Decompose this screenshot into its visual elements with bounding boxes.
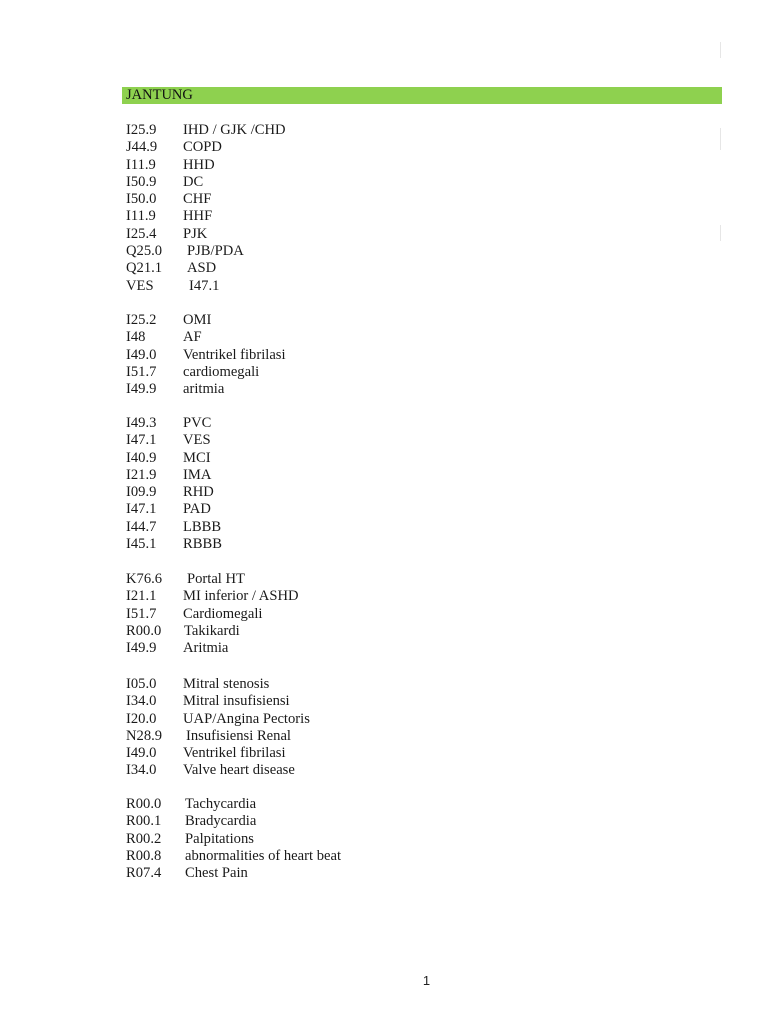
- icd-code: I49.9: [126, 381, 157, 398]
- icd-code: I11.9: [126, 156, 156, 173]
- icd-code: I25.2: [126, 312, 157, 328]
- icd-code: I20.0: [126, 710, 157, 727]
- icd-code: I40.9: [126, 449, 157, 466]
- diagnosis-label: IHD / GJK /CHD: [183, 122, 286, 138]
- diagnosis-label: Ventrikel fibrilasi: [183, 346, 286, 363]
- diagnosis-label: Chest Pain: [185, 865, 248, 882]
- icd-code: I34.0: [126, 693, 157, 710]
- diagnosis-label: ASD: [187, 260, 217, 277]
- icd-code: I21.1: [126, 588, 157, 605]
- icd-code: I09.9: [126, 484, 157, 501]
- diagnosis-label: MI inferior / ASHD: [183, 588, 299, 605]
- diagnosis-label: RBBB: [183, 536, 222, 553]
- section-header: JANTUNG: [122, 87, 722, 104]
- icd-code: I34.0: [126, 762, 157, 779]
- icd-code: I49.9: [126, 640, 157, 657]
- diagnosis-label: AF: [183, 329, 202, 346]
- diagnosis-label: PJK: [183, 225, 208, 242]
- diagnosis-label: VES: [183, 432, 211, 449]
- diagnosis-label: Portal HT: [187, 571, 245, 587]
- diagnosis-label: Takikardi: [184, 622, 240, 639]
- icd-code: I47.1: [126, 501, 157, 518]
- icd-code: I47.1: [126, 432, 157, 449]
- icd-code: I25.9: [126, 122, 157, 138]
- page-number: 1: [422, 973, 431, 988]
- icd-code: J44.9: [126, 139, 158, 156]
- icd-code: I50.0: [126, 191, 157, 208]
- icd-code: K76.6: [126, 571, 163, 587]
- diagnosis-label: UAP/Angina Pectoris: [183, 710, 310, 727]
- icd-code: I50.9: [126, 173, 157, 190]
- icd-code: R07.4: [126, 865, 162, 882]
- page-edge-mark: [720, 42, 721, 58]
- diagnosis-label: IMA: [183, 466, 212, 483]
- icd-code: Q21.1: [126, 260, 163, 277]
- icd-code: N28.9: [126, 727, 163, 744]
- icd-code: I48: [126, 329, 146, 346]
- icd-code: I51.7: [126, 363, 157, 380]
- diagnosis-label: COPD: [183, 139, 222, 156]
- diagnosis-label: PJB/PDA: [187, 243, 244, 260]
- diagnosis-label: Mitral insufisiensi: [183, 693, 290, 710]
- icd-code: R00.0: [126, 796, 162, 812]
- icd-code: R00.8: [126, 847, 162, 864]
- diagnosis-label: abnormalities of heart beat: [185, 847, 342, 864]
- icd-code: I51.7: [126, 605, 157, 622]
- icd-code: VES: [126, 277, 154, 294]
- icd-code: I49.0: [126, 346, 157, 363]
- page-edge-mark: [720, 128, 721, 150]
- diagnosis-label: HHF: [183, 208, 213, 225]
- diagnosis-label: HHD: [183, 156, 215, 173]
- icd-code: I49.0: [126, 745, 157, 762]
- diagnosis-label: Mitral stenosis: [183, 676, 270, 692]
- diagnosis-label: LBBB: [183, 518, 222, 535]
- icd-code: I45.1: [126, 536, 157, 553]
- diagnosis-label: Insufisiensi Renal: [186, 727, 291, 744]
- icd-code: R00.1: [126, 813, 162, 830]
- diagnosis-label: I47.1: [189, 277, 220, 294]
- diagnosis-label: Ventrikel fibrilasi: [183, 745, 286, 762]
- diagnosis-label: Palpitations: [185, 830, 254, 847]
- diagnosis-label: Cardiomegali: [183, 605, 263, 622]
- diagnosis-label: PVC: [183, 415, 212, 431]
- icd-code: Q25.0: [126, 243, 163, 260]
- diagnosis-label: DC: [183, 173, 204, 190]
- diagnosis-label: Valve heart disease: [183, 762, 295, 779]
- icd-code: R00.0: [126, 622, 162, 639]
- diagnosis-label: aritmia: [183, 381, 225, 398]
- icd-code: I05.0: [126, 676, 157, 692]
- diagnosis-label: Aritmia: [183, 640, 229, 657]
- icd-code: I25.4: [126, 225, 157, 242]
- icd-code: I44.7: [126, 518, 157, 535]
- icd-code: R00.2: [126, 830, 162, 847]
- diagnosis-label: RHD: [183, 484, 214, 501]
- diagnosis-label: Bradycardia: [185, 813, 257, 830]
- diagnosis-label: cardiomegali: [183, 363, 260, 380]
- icd-code: I49.3: [126, 415, 157, 431]
- diagnosis-label: PAD: [183, 501, 211, 518]
- diagnosis-label: MCI: [183, 449, 211, 466]
- icd-code: I21.9: [126, 466, 157, 483]
- diagnosis-label: CHF: [183, 191, 212, 208]
- page-edge-mark: [720, 225, 721, 241]
- icd-code: I11.9: [126, 208, 156, 225]
- diagnosis-label: OMI: [183, 312, 212, 328]
- diagnosis-label: Tachycardia: [185, 796, 257, 812]
